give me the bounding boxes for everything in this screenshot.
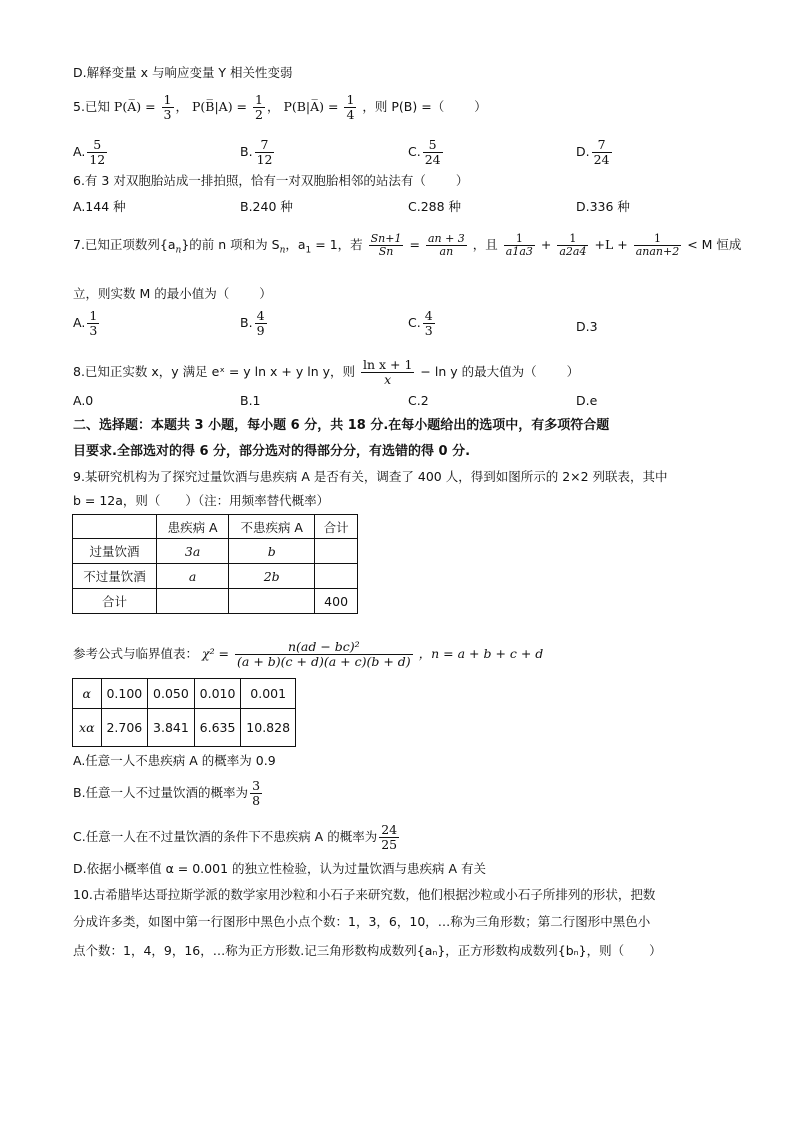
q5-option-b: B. $\frac{7}{12}$ [240, 137, 273, 167]
q6-option-b: B.240 种 [240, 199, 293, 214]
table-cell: 0.050 [148, 679, 195, 709]
q5-option-c: C. $\frac{5}{24}$ [408, 137, 441, 167]
section2-heading-line1: 二、选择题：本题共 3 小题，每小题 6 分，共 18 分.在每小题给出的选项中，有多项符合题 [73, 418, 610, 433]
q6-option-a: A.144 种 [73, 199, 126, 214]
q7-option-a: A. $\frac{1}{3}$ [73, 308, 98, 338]
contingency-table [72, 514, 358, 614]
q8-option-a: A.0 [73, 393, 94, 408]
table-cell: xα [73, 709, 102, 747]
q10-stem-line2: 分成许多类，如图中第一行图形中黑色小点个数：1，3，6，10，…称为三角形数；第二行图形中黑色小 [73, 914, 651, 929]
table-cell: 合计 [73, 589, 157, 614]
table-cell: 10.828 [241, 709, 296, 747]
q7-stem-line1: 7.已知正项数列$\{a_n\}$的前 n 项和为 $S_n$，$a_1 = 1$，若 $\frac{Sn+1}{Sn}$ = $\frac{an + 3}{an}$ ，且 $\frac{1}{a1a3}$ + $\frac{1}{a2a4}$ +L + $\frac{1}{\text{anan+2}}$ < M 恒成 [73, 232, 742, 258]
table-row [73, 564, 358, 589]
table-cell: 0.001 [241, 679, 296, 709]
table-cell: 3a [157, 539, 229, 564]
table-cell [315, 539, 358, 564]
q8-stem: 8.已知正实数 x，y 满足 eˣ = y ln x + y ln y，则 $\frac{\text{ln x + 1}}{x}$ − ln y 的最大值为（ ） [73, 357, 580, 387]
q8-option-c: C.2 [408, 393, 429, 408]
q10-stem-line1: 10.古希腊毕达哥拉斯学派的数学家用沙粒和小石子来研究数，他们根据沙粒或小石子所排列的形状，把数 [73, 887, 656, 902]
table-cell: α [73, 679, 102, 709]
q9-option-b: B.任意一人不过量饮酒的概率为 $\frac{3}{8}$ [73, 778, 261, 808]
table-row [73, 539, 358, 564]
table-cell: b [229, 539, 315, 564]
q10-stem-line3: 点个数：1，4，9，16，…称为正方形数.记三角形数构成数列{aₙ}，正方形数构成数列{bₙ}，则（ ） [73, 943, 662, 958]
q5-stem: 5.已知 P(A̅) = $\frac{1}{3}$ ， P(B̅|A) = $\frac{1}{2}$ ， P(B|A̅) = $\frac{1}{4}$ ，则 P(B) =（ ） [73, 92, 487, 122]
table-header-cell: 患疾病 A [157, 515, 229, 539]
table-cell: 过量饮酒 [73, 539, 157, 564]
q8-option-d: D.e [576, 393, 598, 408]
q5-option-d: D. $\frac{7}{24}$ [576, 137, 610, 167]
q9-formula: 参考公式与临界值表： χ² = $\frac{\text{n(ad − bc)²}}{(a + b)(c + d)(a + c)(b + d)}$ ，n = a + b + c + d [73, 639, 544, 669]
q9-option-c: C.任意一人在不过量饮酒的条件下不患疾病 A 的概率为 $\frac{24}{25}$ [73, 822, 398, 852]
table-row [73, 589, 358, 614]
table-header-cell [73, 515, 157, 539]
q5-option-a: A. $\frac{5}{12}$ [73, 137, 106, 167]
table-cell: 6.635 [194, 709, 241, 747]
q8-option-b: B.1 [240, 393, 261, 408]
table-header-cell: 不患疾病 A [229, 515, 315, 539]
table-cell [229, 589, 315, 614]
q9-option-d: D.依据小概率值 α = 0.001 的独立性检验，认为过量饮酒与患疾病 A 有关 [73, 861, 486, 876]
q6-stem: 6.有 3 对双胞胎站成一排拍照，恰有一对双胞胎相邻的站法有（ ） [73, 173, 469, 188]
table-header-cell: 合计 [315, 515, 358, 539]
q4-option-d: D.解释变量 x 与响应变量 Y 相关性变弱 [73, 65, 293, 80]
critical-value-table [72, 678, 296, 747]
table-row [73, 679, 296, 709]
table-cell: 3.841 [148, 709, 195, 747]
table-cell [315, 564, 358, 589]
table-cell: 不过量饮酒 [73, 564, 157, 589]
table-cell: 2b [229, 564, 315, 589]
table-cell [157, 589, 229, 614]
q7-option-d: D.3 [576, 319, 598, 334]
table-row [73, 709, 296, 747]
table-cell: 400 [315, 589, 358, 614]
table-cell: 2.706 [101, 709, 148, 747]
q9-stem-line1: 9.某研究机构为了探究过量饮酒与患疾病 A 是否有关，调查了 400 人，得到如图所示的 2×2 列联表，其中 [73, 469, 668, 484]
table-cell: 0.010 [194, 679, 241, 709]
table-cell: a [157, 564, 229, 589]
q7-option-b: B. $\frac{4}{9}$ [240, 308, 265, 338]
q9-option-a: A.任意一人不患疾病 A 的概率为 0.9 [73, 753, 276, 768]
q7-stem-line2: 立，则实数 M 的最小值为（ ） [73, 286, 272, 301]
q7-option-c: C. $\frac{4}{3}$ [408, 308, 433, 338]
q6-option-d: D.336 种 [576, 199, 630, 214]
q6-option-c: C.288 种 [408, 199, 462, 214]
q9-stem-line2: b = 12a，则（ ）（注：用频率替代概率） [73, 493, 330, 508]
table-header-row [73, 515, 358, 539]
table-cell: 0.100 [101, 679, 148, 709]
section2-heading-line2: 目要求.全部选对的得 6 分，部分选对的得部分分，有选错的得 0 分. [73, 444, 471, 459]
